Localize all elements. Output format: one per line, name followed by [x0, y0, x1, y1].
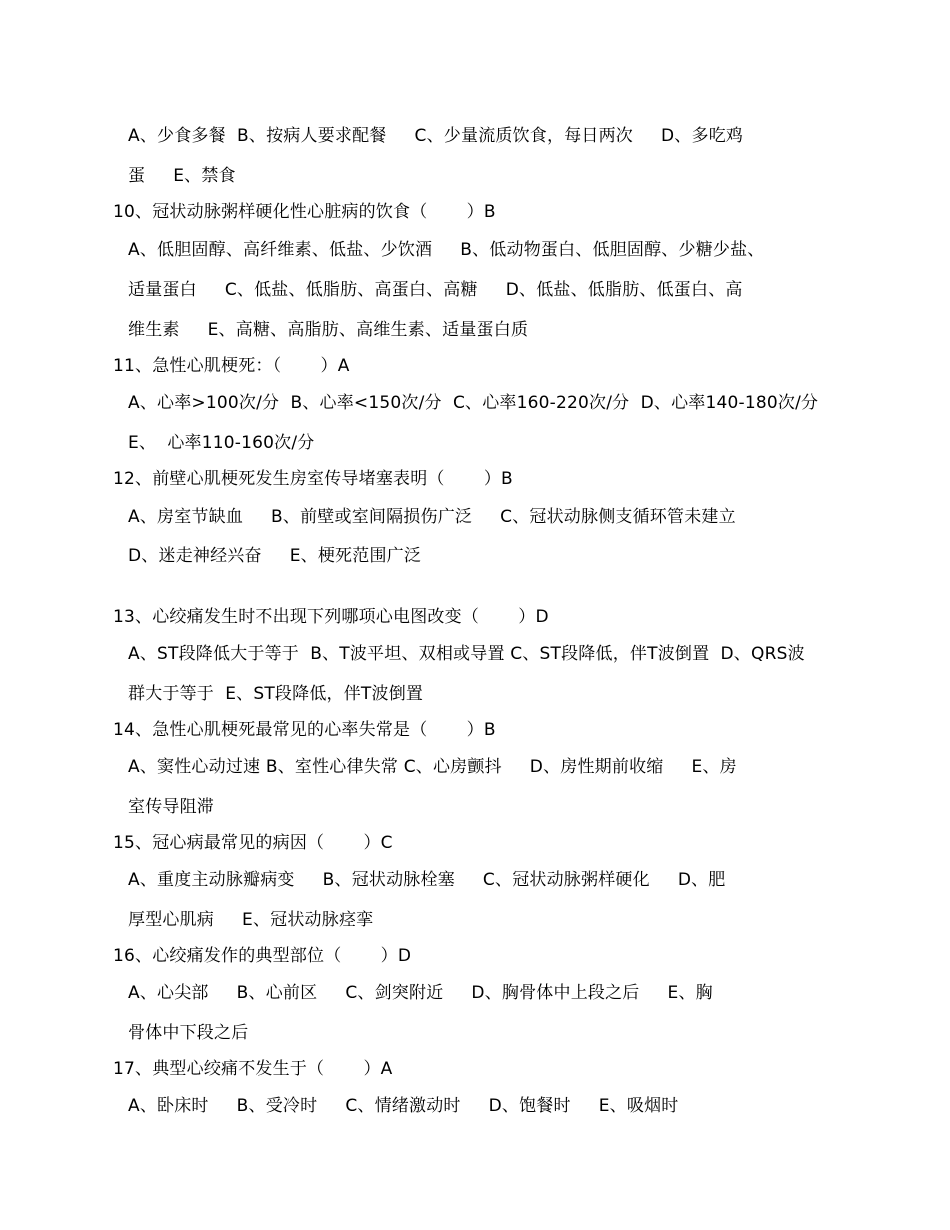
option-line-10a: A、低胆固醇、高纤维素、低盐、少饮酒 B、低动物蛋白、低胆固醇、少糖少盐、: [128, 240, 765, 260]
question-10: 10、冠状动脉粥样硬化性心脏病的饮食（ ）B: [113, 202, 496, 222]
option-line-16b: 骨体中下段之后: [128, 1023, 249, 1043]
question-15: 15、冠心病最常见的病因（ ）C: [113, 833, 393, 853]
question-12: 12、前壁心肌梗死发生房室传导堵塞表明（ ）B: [113, 469, 513, 489]
option-line-9a: A、少食多餐 B、按病人要求配餐 C、少量流质饮食，每日两次 D、多吃鸡: [128, 126, 744, 146]
option-line-13b: 群大于等于 E、ST段降低，伴T波倒置: [128, 684, 424, 704]
option-line-16a: A、心尖部 B、心前区 C、剑突附近 D、胸骨体中上段之后 E、胸: [128, 983, 713, 1003]
option-line-13a: A、ST段降低大于等于 B、T波平坦、双相或导置 C、ST段降低，伴T波倒置 D、QRS波: [128, 644, 805, 664]
option-line-14a: A、窦性心动过速 B、室性心律失常 C、心房颤抖 D、房性期前收缩 E、房: [128, 757, 737, 777]
option-line-15a: A、重度主动脉瓣病变 B、冠状动脉栓塞 C、冠状动脉粥样硬化 D、肥: [128, 870, 726, 890]
option-line-14b: 室传导阻滞: [128, 797, 214, 817]
option-line-15b: 厚型心肌病 E、冠状动脉痉挛: [128, 910, 374, 930]
question-13: 13、心绞痛发生时不出现下列哪项心电图改变（ ）D: [113, 607, 549, 627]
question-11: 11、急性心肌梗死：（ ）A: [113, 356, 350, 376]
option-line-12b: D、迷走神经兴奋 E、梗死范围广泛: [128, 546, 422, 566]
question-14: 14、急性心肌梗死最常见的心率失常是（ ）B: [113, 720, 496, 740]
option-line-9b: 蛋 E、禁食: [128, 166, 236, 186]
option-line-11b: E、 心率110-160次/分: [128, 433, 315, 453]
question-17: 17、典型心绞痛不发生于（ ）A: [113, 1059, 393, 1079]
option-line-10c: 维生素 E、高糖、高脂肪、高维生素、适量蛋白质: [128, 320, 529, 340]
option-line-17a: A、卧床时 B、受冷时 C、情绪激动时 D、饱餐时 E、吸烟时: [128, 1096, 679, 1116]
option-line-12a: A、房室节缺血 B、前壁或室间隔损伤广泛 C、冠状动脉侧支循环管未建立: [128, 507, 736, 527]
question-16: 16、心绞痛发作的典型部位（ ）D: [113, 946, 412, 966]
option-line-10b: 适量蛋白 C、低盐、低脂肪、高蛋白、高糖 D、低盐、低脂肪、低蛋白、高: [128, 280, 743, 300]
option-line-11a: A、心率>100次/分 B、心率<150次/分 C、心率160-220次/分 D、心率140-180次/分: [128, 393, 819, 413]
